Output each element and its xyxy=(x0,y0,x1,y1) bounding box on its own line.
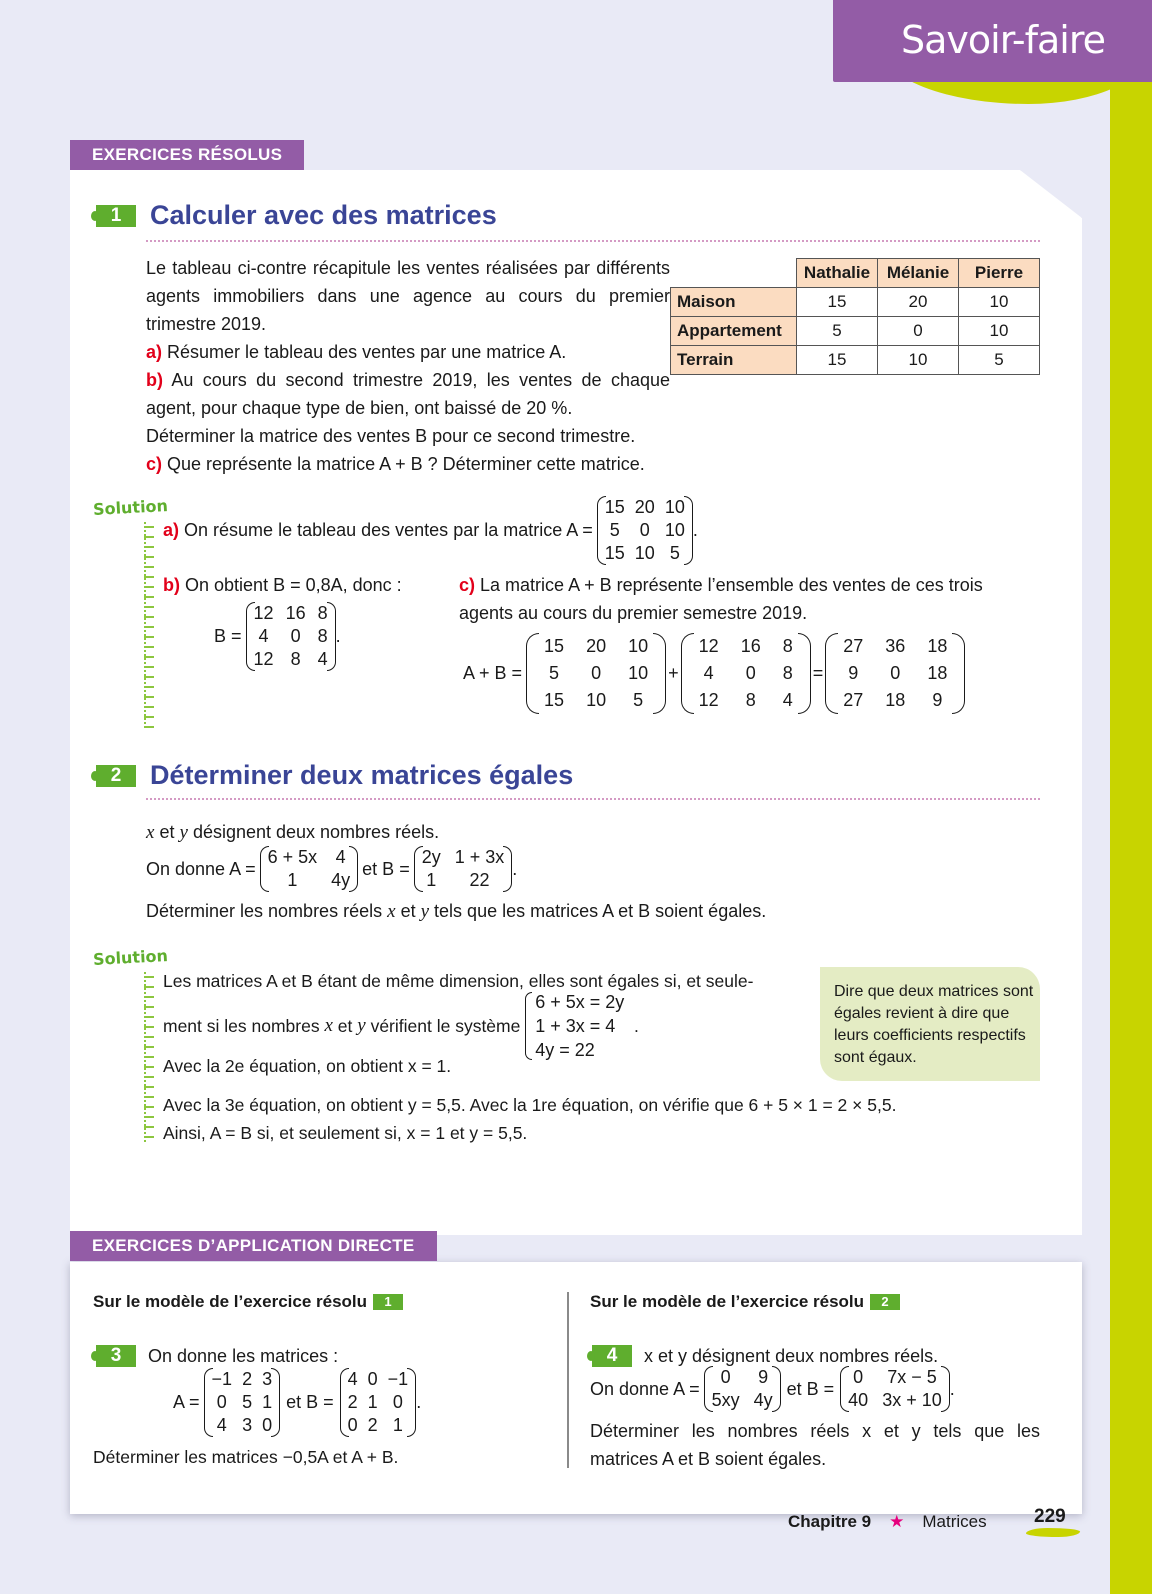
solution-1b: b) On obtient B = 0,8A, donc : xyxy=(163,575,402,595)
exercise-4-title: 4 x et y désignent deux nombres réels. xyxy=(592,1342,938,1370)
exercise-heading: Déterminer deux matrices égales xyxy=(150,760,574,790)
matrix-sum: 27 36 18 9 0 18 27 18 9 xyxy=(825,633,965,714)
exercise-number-badge: 2 xyxy=(96,765,136,787)
matrix-B: 12 16 8 4 0 8 12 8 4 xyxy=(681,633,811,714)
model-ref-heading-right: Sur le modèle de l’exercice résolu 2 xyxy=(590,1292,900,1312)
star-icon: ★ xyxy=(889,1512,905,1531)
solution-label: Solution xyxy=(92,946,169,969)
exercise-heading: Calculer avec des matrices xyxy=(150,200,497,230)
dotted-divider xyxy=(146,240,1040,242)
matrix-B: 2y 1 + 3x 1 22 xyxy=(414,846,513,892)
solution-2-line3: Avec la 2e équation, on obtient x = 1. xyxy=(163,1056,452,1076)
sales-table xyxy=(670,258,1040,375)
equation-system: 6 + 5x = 2y 1 + 3x = 4 4y = 22 xyxy=(525,990,624,1062)
table-row: Terrain 15 10 5 xyxy=(671,346,1040,375)
exercise-2-given: On donne A = 6 + 5x 4 1 4y et B = 2y 1 + 3x 1 22 . xyxy=(146,847,518,890)
exercise-number-badge: 1 xyxy=(96,205,136,227)
ref-badge: 1 xyxy=(373,1294,403,1310)
exercise-1-statement: Le tableau ci-contre récapitule les ventes réalisées par différents agents immobiliers dans une agence au cours du premier trimestre 2019. a) Résumer le tableau des ventes par une matrice A. b) Au cours du second trimestre 2019, les ventes de chaque agent, pour chaque type de bien, ont baissé de 20 %. Déterminer la matrice des ventes B pour ce second trimestre. c) Que représente la matrice A + B ? Déterminer cette matrice. xyxy=(146,258,670,474)
solution-2-system-line: ment si les nombres x et y vérifient le système 6 + 5x = 2y 1 + 3x = 4 4y = 22 . xyxy=(163,992,639,1060)
matrix-A: 6 + 5x 4 1 4y xyxy=(260,846,359,892)
matrix-A: 15 20 10 5 0 10 15 10 5 xyxy=(526,633,666,714)
table-row: Appartement 5 0 10 xyxy=(671,317,1040,346)
exercise-4-matrices: On donne A = 0 9 5xy 4y et B = 0 7x − 5 40 3x + 10 . xyxy=(590,1367,955,1410)
matrix-A: −1 2 3 0 5 1 4 3 0 xyxy=(204,1368,281,1437)
solution-label: Solution xyxy=(92,496,169,519)
ref-badge: 2 xyxy=(870,1294,900,1310)
exercise-3-matrices: A = −1 2 3 0 5 1 4 3 0 et B = 4 0 −1 2 1 0 0 2 1 . xyxy=(173,1369,422,1435)
matrix-A: 15 20 10 5 0 10 15 10 5 xyxy=(597,496,693,565)
matrix-B: 0 7x − 5 40 3x + 10 xyxy=(840,1366,950,1412)
side-color-band xyxy=(1110,0,1152,1594)
chapter-topic: Matrices xyxy=(922,1512,987,1531)
exercise-1-title xyxy=(96,200,497,231)
exercise-number-badge: 4 xyxy=(592,1345,632,1367)
matrix-B-line: B = 12 16 8 4 0 8 12 8 4 . xyxy=(214,603,341,669)
header-tab xyxy=(833,0,1152,82)
page-number: 229 xyxy=(1034,1506,1066,1527)
footer xyxy=(788,1512,987,1532)
matrix-B: 4 0 −1 2 1 0 0 2 1 xyxy=(340,1368,417,1437)
chapter-label: Chapitre 9 xyxy=(788,1512,872,1531)
column-separator xyxy=(567,1292,569,1468)
matrix-B: 12 16 8 4 0 8 12 8 4 xyxy=(246,602,336,671)
exercise-3-title: 3 On donne les matrices : xyxy=(96,1342,338,1370)
solution-2-line1: Les matrices A et B étant de même dimension, elles sont égales si, et seule- xyxy=(163,971,754,991)
exercise-2-intro: x et y désignent deux nombres réels. xyxy=(146,822,440,843)
exercise-2-question: Déterminer les nombres réels x et y tels que les matrices A et B soient égales. xyxy=(146,901,767,922)
matrix-sum-line: A + B = 15 20 10 5 0 10 15 10 5 + 12 16 8 4 0 8 12 8 4 = 27 36 18 9 0 18 27 18 9 xyxy=(463,633,965,714)
solution-1a: a) On résume le tableau des ventes par la matrice A = 15 20 10 5 0 10 15 10 5 . xyxy=(163,497,698,563)
col-header: Pierre xyxy=(959,259,1040,288)
matrix-A: 0 9 5xy 4y xyxy=(704,1366,781,1412)
table-row: Maison 15 20 10 xyxy=(671,288,1040,317)
section-tag-solved: EXERCICES RÉSOLUS xyxy=(70,140,304,170)
solution-2-line4: Avec la 3e équation, on obtient y = 5,5. Avec la 1re équation, on vérifie que 6 + 5 × 1 = 2 × 5,5. xyxy=(163,1095,897,1115)
dotted-divider xyxy=(146,798,1040,800)
exercise-2-title xyxy=(96,760,573,791)
section-tag-direct: EXERCICES D’APPLICATION DIRECTE xyxy=(70,1231,437,1261)
header-title: Savoir-faire xyxy=(901,18,1105,62)
exercise-number-badge: 3 xyxy=(96,1345,136,1367)
model-ref-heading-left: Sur le modèle de l’exercice résolu 1 xyxy=(93,1292,403,1312)
solution-wavy-line xyxy=(144,522,154,728)
exercise-4-question: Déterminer les nombres réels x et y tels que les matrices A et B soient égales. xyxy=(590,1421,1040,1469)
col-header: Mélanie xyxy=(878,259,959,288)
tip-note: Dire que deux matrices sont égales revient à dire que leurs coefficients respectifs sont égaux. xyxy=(820,967,1040,1081)
solution-wavy-line xyxy=(144,972,154,1142)
exercise-3-question: Déterminer les matrices −0,5A et A + B. xyxy=(93,1447,399,1467)
page-number-underline xyxy=(1026,1528,1080,1537)
solution-2-line5: Ainsi, A = B si, et seulement si, x = 1 et y = 5,5. xyxy=(163,1123,528,1143)
solution-1c: c) La matrice A + B représente l’ensemble des ventes de ces trois agents au cours du premier semestre 2019. xyxy=(459,575,983,623)
col-header: Nathalie xyxy=(797,259,878,288)
